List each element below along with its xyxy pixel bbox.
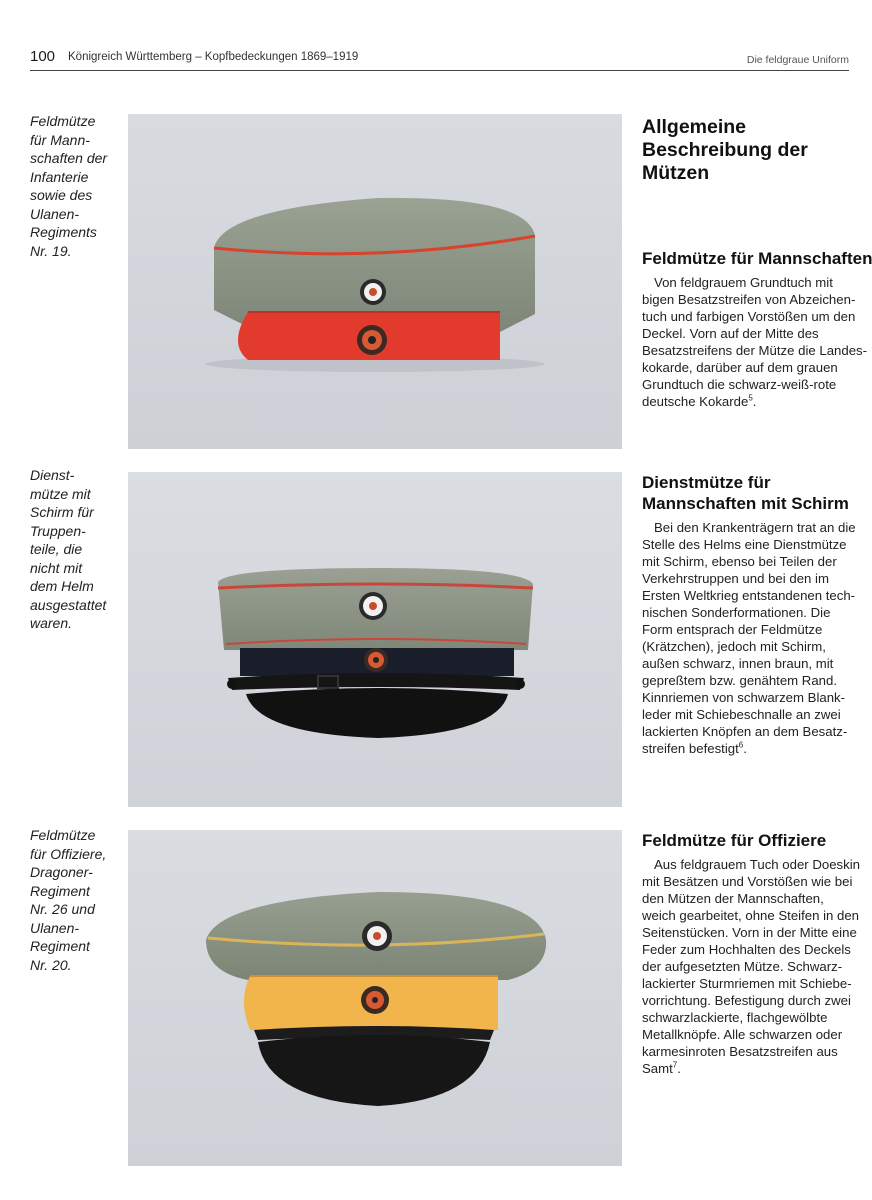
section-dienstmuetze — [642, 472, 856, 757]
photo-dienstmuetze-schirm — [128, 472, 622, 807]
section-heading: Feldmütze für Mannschaften — [642, 249, 872, 268]
cap-illustration-3 — [128, 830, 622, 1166]
caption-3: Feldmütze für Offiziere, Dragoner- Regiment Nr. 26 und Ulanen- Regiment Nr. 20. — [30, 827, 107, 973]
cap-illustration-1 — [128, 114, 622, 449]
section-feldmuetze-offiziere — [642, 830, 860, 1077]
section-heading: Feldmütze für Offiziere — [642, 831, 827, 850]
caption-2: Dienst- mütze mit Schirm für Truppen- teile, die nicht mit dem Helm ausgestattet waren. — [30, 467, 107, 631]
section-feldmuetze-mannschaften — [642, 248, 872, 410]
caption-1: Feldmütze für Mann- schaften der Infanterie sowie des Ulanen- Regiments Nr. 19. — [30, 113, 108, 259]
footnote-ref: 5 — [748, 393, 753, 403]
running-title-right: Die feldgraue Uniform — [746, 54, 849, 66]
running-header — [30, 48, 849, 71]
section-body: Aus feldgrauem Tuch oder Doeskin mit Besätzen und Vorstößen wie bei den Mützen der Mannschaften, weich gearbeitet, ohne Steifen in den Seitenstücken. Vorn in der Mitte eine Feder zum Hochhalten des Deckels der aufgesetzten Mütze. Schwarz- lackierter Sturmriemen mit Schiebe- vorrichtung. Befestigung durch zwei schwarzlackierte, flachgewölbte Metallknöpfe. Alle schwarzen oder karmesinroten Besatzstreifen aus Samt$^7$. — [642, 857, 860, 1076]
main-heading-block — [642, 116, 849, 185]
cap-illustration-2 — [128, 472, 622, 807]
main-heading: Allgemeine Beschreibung der Mützen — [642, 116, 808, 184]
section-body: Bei den Krankenträgern trat an die Stelle des Helms eine Dienstmütze mit Schirm, ebenso bei Teilen der Verkehrstruppen und bei den im Ersten Weltkrieg entstandenen tech- nischen Sonderformationen. Die Form entsprach der Feldmütze (Krätzchen), jedoch mit Schirm, außen schwarz, innen braun, mit gepreßtem bzw. genähtem Rand. Kinnriemen von schwarzem Blank- leder mit Schiebeschnalle an zwei lackierten Knöpfen an dem Besatz- streifen befestigt$^6$. — [642, 520, 856, 756]
section-heading: Dienstmütze für Mannschaften mit Schirm — [642, 473, 849, 513]
page-number: 100 — [30, 48, 56, 65]
section-body: Von feldgrauem Grundtuch mit bigen Besatzstreifen von Abzeichen- tuch und farbigen Vorstößen um den Deckel. Vorn auf der Mitte des Besatzstreifens der Mütze die Landes- kokarde, darüber auf dem grauen Grundtuch die schwarz-weiß-rote deutsche Kokarde$^5$. — [642, 275, 868, 409]
footnote-ref: 6 — [738, 740, 744, 750]
photo-feldmuetze-offiziere — [128, 830, 622, 1166]
photo-feldmuetze-mannschaften — [128, 114, 622, 449]
running-title: Königreich Württemberg – Kopfbedeckungen 1869–1919 — [68, 51, 359, 63]
footnote-ref: 7 — [672, 1060, 678, 1070]
